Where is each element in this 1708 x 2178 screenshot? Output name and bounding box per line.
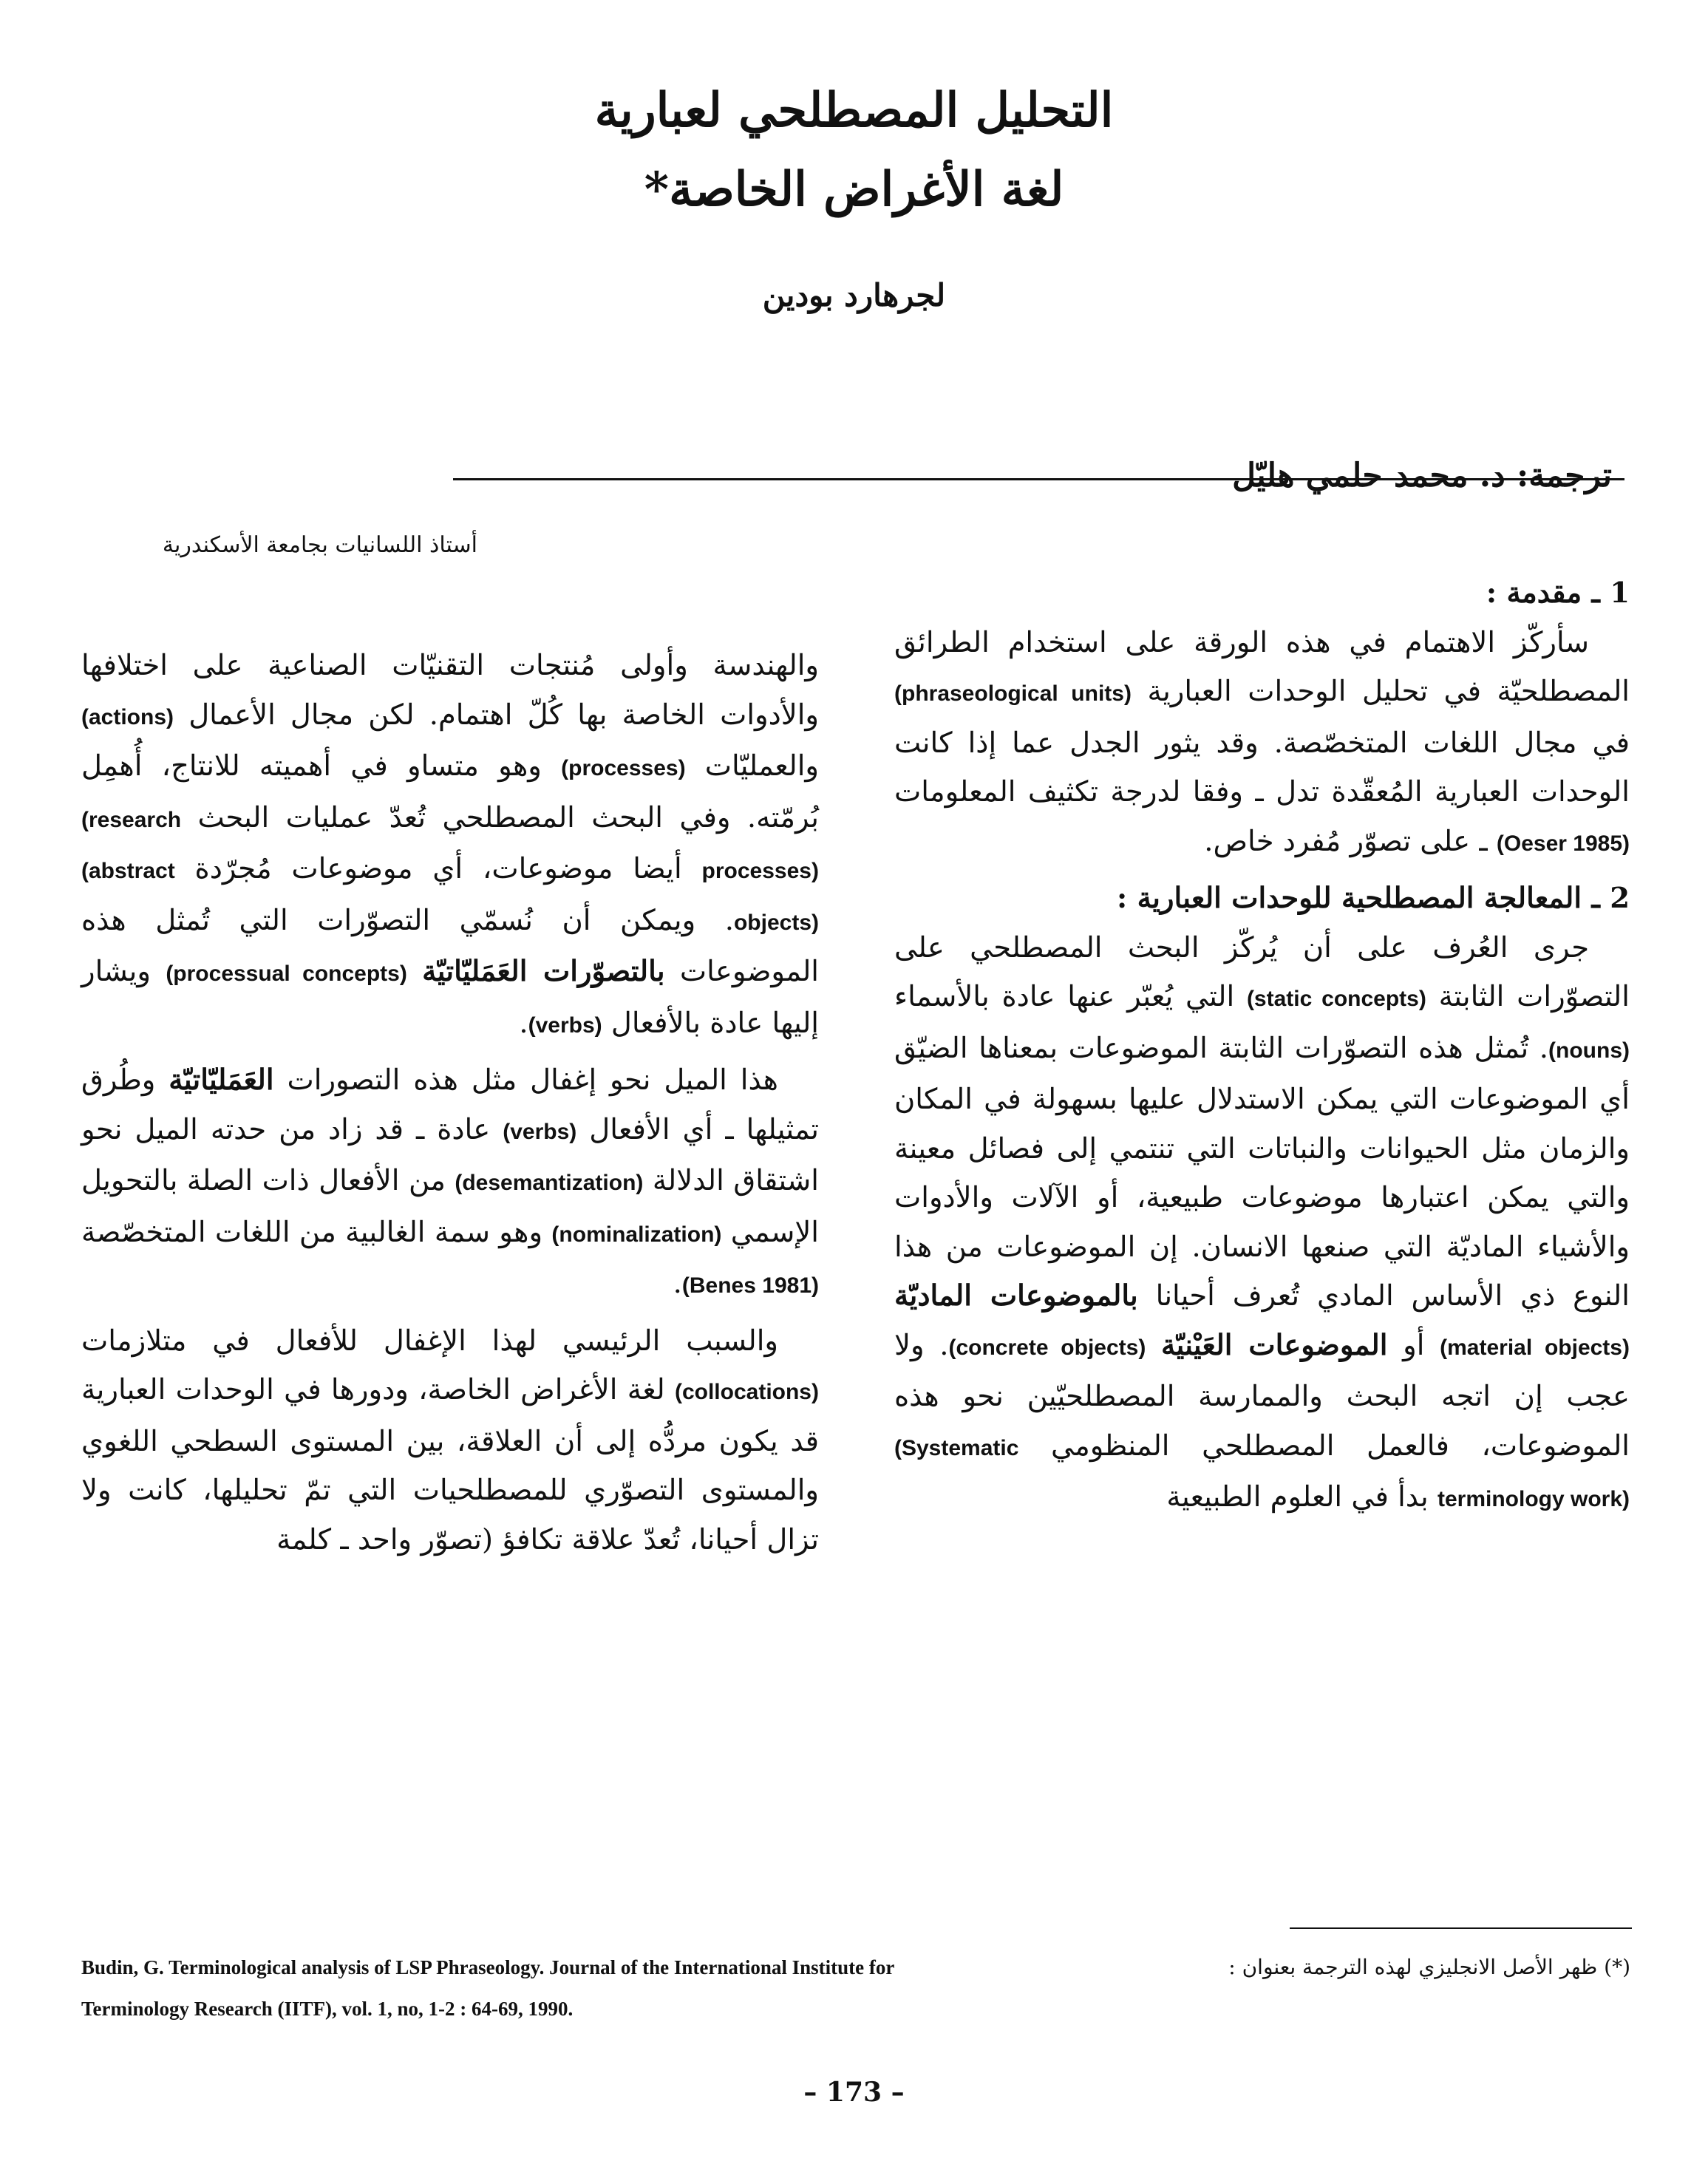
translator: ترجمة: د. محمد حلمي هليّل: [1232, 457, 1612, 494]
footnote-reference-line1: Budin, G. Terminological analysis of LSP Phraseology. Journal of the International Institute for: [81, 1956, 895, 1978]
translator-affiliation: أستاذ اللسانيات بجامعة الأسكندرية: [162, 532, 477, 558]
text-run: والعمليّات: [704, 749, 819, 783]
english-term: (concrete objects): [948, 1335, 1146, 1360]
text-run: من الأفعال ذات الصلة بالتحويل الإسمي: [81, 1164, 819, 1249]
footnote-reference-line2: Terminology Research (IITF), vol. 1, no, 1-2 : 64-69, 1990.: [81, 1998, 574, 2020]
text-run: والهندسة وأولى مُنتجات التقنيّات الصناعية على اختلافها والأدوات الخاصة بها كُلّ اهتمام. لكن مجال الأعمال: [81, 649, 819, 732]
text-run: وهو سمة الغالبية من اللغات المتخصّصة: [81, 1215, 543, 1249]
paragraph-static-concepts: [894, 924, 1630, 1525]
text-run: ويشار إليها عادة بالأفعال: [81, 955, 819, 1040]
text-run: في مجال اللغات المتخصّصة. وقد يثور الجدل عما إذا كانت الوحدات العبارية المُعقّدة تدل ـ وفقا لدرجة تكثيف المعلومات: [894, 726, 1630, 809]
page-number: – 173 –: [803, 2077, 905, 2108]
citation: (Oeser 1985): [1496, 831, 1630, 856]
text-run: . ويمكن أن نُسمّي التصوّرات التي تُمثل هذه الموضوعات: [81, 903, 820, 988]
english-term: (verbs): [503, 1119, 577, 1144]
english-term: (Systematic terminology work): [894, 1435, 1630, 1511]
paragraph-processes: والهندسة وأولى مُنتجات التقنيّات الصناعية على اختلافها والأدوات الخاصة بها كُلّ اهتمام. لكن مجال الأعمال (actions) والعمليّات (processes) وهو متساو في أهميته للانتاج، أُهمِل بُرمّته. وفي البحث المصطلحي تُعدّ عمليات البحث (research processes) أيضا موضوعات، أي موضوعات مُجرّدة (abstract objects). ويمكن أن نُسمّي التصوّرات التي تُمثل هذه الموضوعات بالتصوّرات العَمَليّاتيّة (processual concepts) ويشار إليها عادة بالأفعال (verbs).: [81, 649, 820, 1040]
citation: (Benes 1981): [681, 1273, 819, 1298]
english-term: (nouns): [1548, 1038, 1630, 1063]
text-run: بدأ في العلوم الطبيعية: [1166, 1480, 1429, 1514]
text-run: لغة الأغراض الخاصة، ودورها في الوحدات العبارية قد يكون مردُّه إلى أن العلاقة، بين المستوى السطحي اللغوي والمستوى التصوّري للمصطلحيات التي تمّ تحليلها، كانت ولا تزال أحيانا، تُعدّ علاقة تكافؤ (تصوّر واحد ـ كلمة: [81, 1373, 819, 1556]
english-term: (actions): [81, 704, 174, 729]
bold-term: بالتصوّرات العَمَليّاتيّة: [422, 955, 665, 988]
english-term: (desemantization): [455, 1171, 644, 1195]
bold-term: الموضوعات العَيْنيّة: [1161, 1328, 1388, 1362]
text-run: عادة ـ قد زاد من حدته الميل نحو اشتقاق الدلالة: [81, 1112, 819, 1197]
english-term: (static concepts): [1246, 987, 1426, 1011]
paragraph-intro: [894, 619, 1630, 869]
text-run: التي يُعبّر عنها عادة بالأسماء: [894, 980, 1235, 1013]
text-run: ـ على تصوّر مُفرد خاص.: [1204, 824, 1488, 858]
text-run: جرى العُرف على أن يُركّز البحث المصطلحي على التصوّرات الثابتة: [894, 930, 1630, 1013]
bold-term: بالموضوعات الماديّة: [894, 1279, 1138, 1313]
english-term: (verbs): [528, 1013, 602, 1038]
english-term: (abstract objects): [81, 859, 819, 935]
text-run: . تُمثل هذه التصوّرات الثابتة الموضوعات بمعناها الضيّق أي الموضوعات التي يمكن الاستدلال عليها بسهولة في المكان والزمان مثل الحيوانات والنباتات التي تنتمي إلى فصائل معينة والتي يمكن اعتبارها موضوعات طبيعية، أو الآلات والأدوات والأشياء الماديّة التي صنعها الانسان. إن الموضوعات من هذا النوع ذي الأساس المادي تُعرف أحيانا: [894, 1031, 1630, 1313]
text-run: وهو متساو في أهميته للانتاج، أُهمِل بُرمّته. وفي البحث المصطلحي تُعدّ عمليات البحث: [81, 749, 819, 834]
text-run: وطُرق تمثيلها ـ أي الأفعال: [81, 1064, 819, 1146]
article-title-line2: لغة الأغراض الخاصة*: [644, 162, 1064, 217]
author: لجرهارد بودين: [762, 277, 946, 313]
section-2-heading: 2 ـ المعالجة المصطلحية للوحدات العبارية :: [1116, 882, 1630, 915]
footnote-rule: [1290, 1927, 1632, 1929]
text-run: هذا الميل نحو إغفال مثل هذه التصورات: [287, 1064, 778, 1097]
right-column: [894, 569, 1630, 1525]
paragraph-collocations: [81, 1317, 819, 1565]
english-term: (collocations): [674, 1380, 819, 1404]
english-term: (nominalization): [551, 1222, 722, 1247]
section-1-heading: 1 ـ مقدمة :: [1486, 576, 1630, 610]
english-term: (material objects): [1440, 1335, 1630, 1360]
footnote-arabic: (*) ظهر الأصل الانجليزي لهذه الترجمة بعنوان :: [1228, 1955, 1630, 1979]
paragraph-desemantization: هذا الميل نحو إغفال مثل هذه التصورات العَمَليّاتيّة وطُرق تمثيلها ـ أي الأفعال (verbs) عادة ـ قد زاد من حدته الميل نحو اشتقاق الدلالة (desemantization) من الأفعال ذات الصلة بالتحويل الإسمي (nominalization) وهو سمة الغالبية من اللغات المتخصّصة (Benes 1981).: [81, 1064, 819, 1300]
english-term: (processual concepts): [166, 962, 407, 986]
english-term: (processes): [561, 756, 686, 780]
text-run: والسبب الرئيسي لهذا الإغفال للأفعال في متلازمات: [81, 1324, 778, 1358]
text-run: أيضا موضوعات، أي موضوعات مُجرّدة: [194, 852, 682, 885]
english-term: (phraseological units): [894, 681, 1132, 706]
text-run: أو: [1403, 1328, 1425, 1362]
article-title-line1: التحليل المصطلحي لعبارية: [594, 83, 1114, 138]
text-run: سأركّز الاهتمام في هذه الورقة على استخدام الطرائق المصطلحيّة في تحليل الوحدات العبارية: [894, 625, 1630, 708]
english-term: (research processes): [81, 807, 819, 883]
bold-term: العَمَليّاتيّة: [169, 1064, 274, 1097]
left-column: [81, 642, 819, 1565]
text-run: . ولا عجب إن اتجه البحث والممارسة المصطلحيّين نحو هذه الموضوعات، فالعمل المصطلحي المنظومي: [894, 1328, 1630, 1463]
